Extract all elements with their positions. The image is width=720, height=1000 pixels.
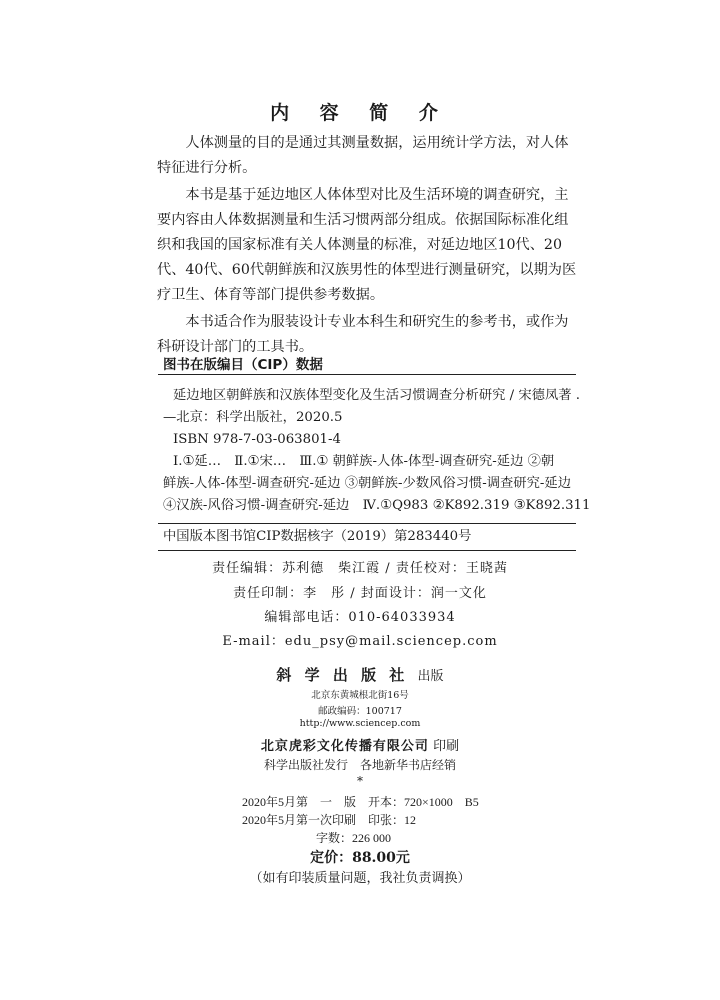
printer-line (0, 735, 720, 754)
editorial-phone: 编辑部电话：010-64033934 (264, 610, 456, 625)
printing-line: 2020年5月第一次印刷 印张：12 (242, 813, 417, 827)
summary-paragraph: 人体测量的目的是通过其测量数据，运用统计学方法，对人体特征进行分析。 (157, 135, 569, 176)
price: 定价：88.00元 (310, 850, 410, 866)
edition-line: 2020年5月第 一 版 开本：720×1000 B5 (242, 795, 479, 809)
summary-title: 内 容 简 介 (270, 102, 450, 124)
printer-name: 北京虎彩文化传播有限公司 (260, 739, 429, 754)
summary-body (157, 131, 577, 360)
printer-suffix: 印刷 (433, 739, 460, 754)
cip-line: ④汉族-风俗习惯-调查研究-延边 Ⅳ.①Q983 ②K892.319 ③K892.311 (163, 498, 591, 513)
cip-line: 鲜族-人体-体型-调查研究-延边 ③朝鲜族-少数风俗习惯-调查研究-延边 (163, 476, 571, 491)
editorial-email: E-mail：edu_psy@mail.sciencep.com (222, 634, 498, 649)
print-design-line: 责任印制：李 彤 / 封面设计：润一文化 (233, 586, 487, 601)
publisher-website: http://www.sciencep.com (299, 718, 421, 729)
cip-line: —北京：科学出版社，2020.5 (163, 410, 343, 425)
cip-mid-rule (158, 523, 576, 524)
publisher-line (0, 664, 720, 685)
publisher-suffix: 出版 (417, 669, 444, 684)
cip-heading: 图书在版编目（CIP）数据 (163, 357, 323, 373)
cip-record: 中国版本图书馆CIP数据核字（2019）第283440号 (163, 529, 472, 544)
cip-top-rule (158, 374, 576, 375)
cip-line: Ⅰ.①延… Ⅱ.①宋… Ⅲ.① 朝鲜族-人体-体型-调查研究-延边 ②朝 (173, 454, 555, 469)
cip-line: ISBN 978-7-03-063801-4 (173, 432, 341, 447)
summary-paragraph: 本书适合作为服装设计专业本科生和研究生的参考书，或作为科研设计部门的工具书。 (157, 314, 569, 355)
cip-bottom-rule (158, 550, 576, 551)
publisher-postcode: 邮政编码：100717 (318, 706, 402, 717)
cip-line: 延边地区朝鲜族和汉族体型变化及生活习惯调查分析研究 / 宋德凤著 . (173, 388, 580, 403)
cip-body (163, 385, 591, 517)
wordcount-line: 字数：226 000 (316, 831, 392, 845)
separator-star: * (357, 774, 363, 788)
quality-notice: （如有印装质量问题，我社负责调换） (249, 871, 471, 886)
publisher-address: 北京东黄城根北街16号 (311, 690, 409, 701)
distribution-line: 科学出版社发行 各地新华书店经销 (263, 758, 456, 772)
editor-line: 责任编辑：苏利德 柴江霞 / 责任校对：王晓茜 (212, 561, 508, 576)
publisher-name: 斜 学 出 版 社 (276, 666, 409, 684)
summary-paragraph: 本书是基于延边地区人体体型对比及生活环境的调查研究，主要内容由人体数据测量和生活习惯两部分组成。依据国际标准化组织和我国的国家标准有关人体测量的标准，对延边地区10代、20代、40代、60代朝鲜族和汉族男性的体型进行测量研究，以期为医疗卫生、体育等部门提供参考数据。 (157, 187, 577, 303)
